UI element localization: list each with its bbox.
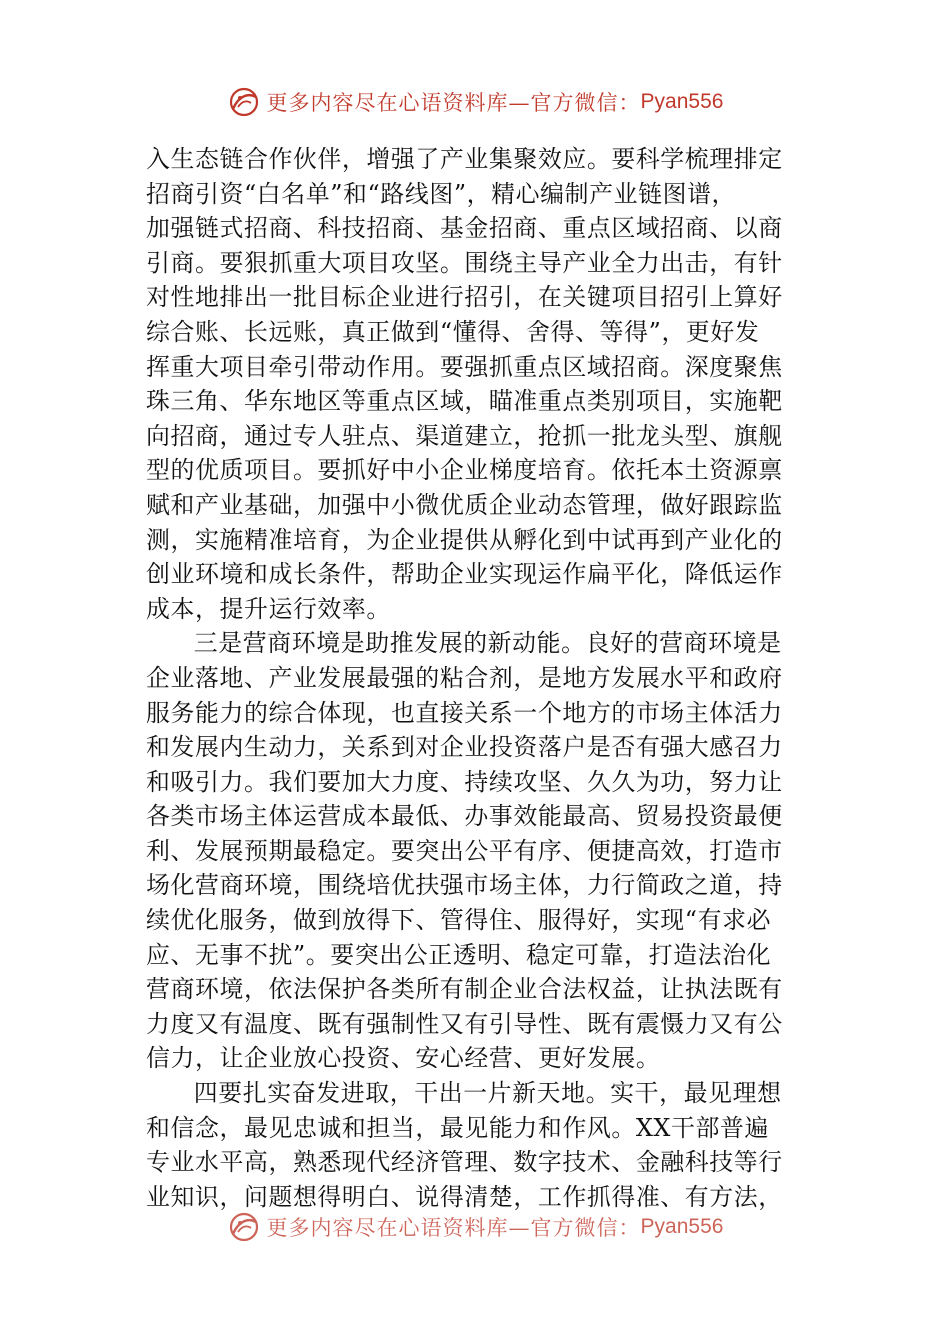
text-line: 营商环境，依法保护各类所有制企业合法权益，让执法既有 — [146, 975, 783, 1004]
header-banner — [0, 82, 950, 122]
text-line: 向招商，通过专人驻点、渠道建立，抢抓一批龙头型、旗舰 — [146, 421, 783, 450]
text-line: 专业水平高，熟悉现代经济管理、数字技术、金融科技等行 — [146, 1148, 783, 1177]
paragraph — [146, 142, 806, 626]
footer-banner-text: 更多内容尽在心语资料库—官方微信： — [266, 1216, 641, 1240]
text-line: 利、发展预期最稳定。要突出公平有序、便捷高效，打造市 — [146, 836, 783, 865]
text-line: 应、无事不扰”。要突出公正透明、稳定可靠，打造法治化 — [146, 940, 772, 969]
document-body — [146, 142, 806, 1214]
text-line: 珠三角、华东地区等重点区域，瞄准重点类别项目，实施靶 — [146, 387, 783, 416]
text-line: 和信念，最见忠诚和担当，最见能力和作风。XX干部普遍 — [146, 1113, 769, 1142]
text-line: 和发展内生动力，关系到对企业投资落户是否有强大感召力 — [146, 733, 783, 762]
text-line: 测，实施精准培育，为企业提供从孵化到中试再到产业化的 — [146, 525, 783, 554]
footer-banner — [0, 1207, 950, 1247]
text-line: 续优化服务，做到放得下、管得住、服得好，实现“有求必 — [146, 906, 772, 935]
logo-icon — [227, 85, 261, 119]
header-wechat-id: Pyan556 — [640, 90, 724, 113]
text-line: 力度又有温度、既有强制性又有引导性、既有震慑力又有公 — [146, 1009, 783, 1038]
text-line: 综合账、长远账，真正做到“懂得、舍得、等得”，更好发 — [146, 317, 760, 346]
text-line: 服务能力的综合体现，也直接关系一个地方的市场主体活力 — [146, 698, 783, 727]
text-line: 四要扎实奋发进取，干出一片新天地。实干，最见理想 — [193, 1079, 782, 1108]
text-line: 对性地排出一批目标企业进行招引，在关键项目招引上算好 — [146, 283, 783, 312]
paragraph — [146, 1076, 806, 1214]
text-line: 各类市场主体运营成本最低、办事效能最高、贸易投资最便 — [146, 802, 783, 831]
logo-icon — [227, 1210, 261, 1244]
text-line: 成本，提升运行效率。 — [146, 594, 391, 623]
text-line: 赋和产业基础，加强中小微优质企业动态管理，做好跟踪监 — [146, 490, 783, 519]
text-line: 业知识，问题想得明白、说得清楚，工作抓得准、有方法， — [146, 1182, 783, 1211]
text-line: 入生态链合作伙伴，增强了产业集聚效应。要科学梳理排定 — [146, 145, 783, 173]
text-line: 场化营商环境，围绕培优扶强市场主体，力行简政之道，持 — [146, 871, 783, 900]
text-line: 型的优质项目。要抓好中小企业梯度培育。依托本土资源禀 — [146, 456, 783, 485]
text-line: 信力，让企业放心投资、安心经营、更好发展。 — [146, 1044, 661, 1073]
text-line: 和吸引力。我们要加大力度、持续攻坚、久久为功，努力让 — [146, 767, 783, 796]
text-line: 引商。要狠抓重大项目攻坚。围绕主导产业全力出击，有针 — [146, 248, 783, 277]
text-line: 三是营商环境是助推发展的新动能。良好的营商环境是 — [193, 629, 782, 658]
header-banner-text: 更多内容尽在心语资料库—官方微信： — [266, 91, 641, 115]
text-line: 挥重大项目牵引带动作用。要强抓重点区域招商。深度聚焦 — [146, 352, 783, 381]
text-line: 创业环境和成长条件，帮助企业实现运作扁平化，降低运作 — [146, 560, 783, 589]
text-line: 企业落地、产业发展最强的粘合剂，是地方发展水平和政府 — [146, 663, 783, 692]
footer-wechat-id: Pyan556 — [640, 1215, 724, 1238]
text-line: 招商引资“白名单”和“路线图”，精心编制产业链图谱， — [146, 179, 737, 208]
paragraph — [146, 626, 806, 1076]
text-line: 加强链式招商、科技招商、基金招商、重点区域招商、以商 — [146, 214, 783, 243]
